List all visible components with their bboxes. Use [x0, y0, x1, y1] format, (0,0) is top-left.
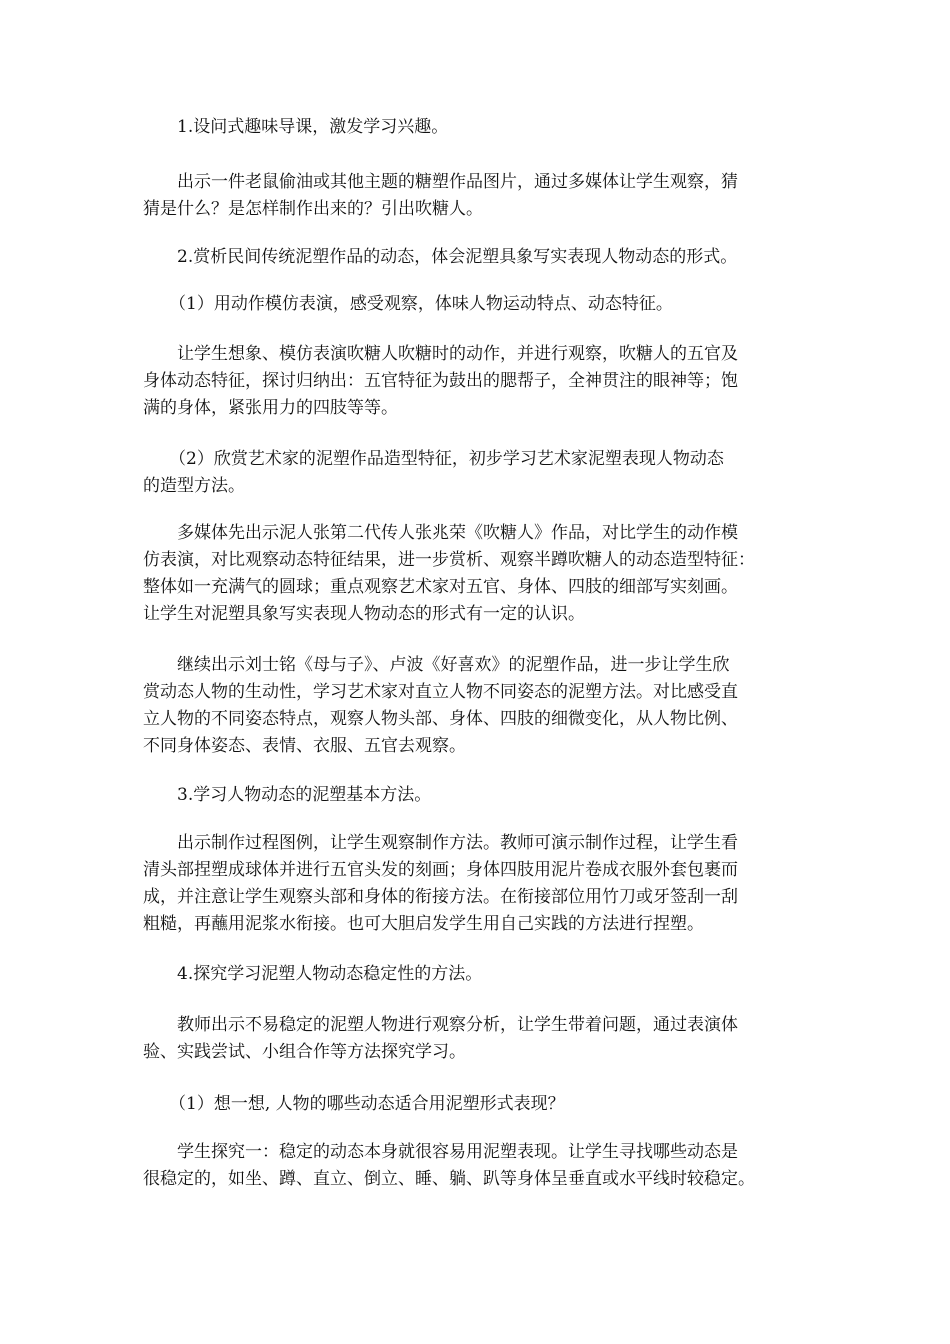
text-line: 不同身体姿态、表情、衣服、五官去观察。 [143, 736, 466, 756]
paragraph-13 [143, 1091, 811, 1118]
text-line: 赏动态人物的生动性，学习艺术家对直立人物不同姿态的泥塑方法。对比感受直 [143, 682, 738, 702]
paragraph-12 [143, 1012, 811, 1066]
text-line: 的造型方法。 [143, 476, 245, 496]
text-line: 让学生想象、模仿表演吹糖人吹糖时的动作，并进行观察，吹糖人的五官及 [177, 344, 738, 364]
text-line: 仿表演，对比观察动态特征结果，进一步赏析、观察半蹲吹糖人的动态造型特征： [143, 550, 755, 570]
paragraph-1 [143, 114, 811, 141]
text-line: 粗糙，再蘸用泥浆水衔接。也可大胆启发学生用自己实践的方法进行捏塑。 [143, 914, 704, 934]
text-line: 成，并注意让学生观察头部和身体的衔接方法。在衔接部位用竹刀或牙签刮一刮 [143, 887, 738, 907]
paragraph-8 [143, 652, 811, 760]
text-line: 学生探究一：稳定的动态本身就很容易用泥塑表现。让学生寻找哪些动态是 [177, 1142, 738, 1162]
paragraph-3 [143, 244, 811, 271]
paragraph-10 [143, 830, 811, 938]
paragraph-7 [143, 520, 811, 628]
text-line: 继续出示刘士铭《母与子》、卢波《好喜欢》的泥塑作品，进一步让学生欣 [177, 655, 730, 675]
paragraph-4 [143, 291, 811, 318]
text-line: 整体如一充满气的圆球；重点观察艺术家对五官、身体、四肢的细部写实刻画。 [143, 577, 738, 597]
text-line: 多媒体先出示泥人张第二代传人张兆荣《吹糖人》作品，对比学生的动作模 [177, 523, 738, 543]
text-line: 2.赏析民间传统泥塑作品的动态，体会泥塑具象写实表现人物动态的形式。 [177, 247, 738, 267]
paragraph-9 [143, 782, 811, 809]
text-line: 清头部捏塑成球体并进行五官头发的刻画；身体四肢用泥片卷成衣服外套包裹而 [143, 860, 738, 880]
paragraph-2 [143, 169, 811, 223]
text-line: 出示制作过程图例，让学生观察制作方法。教师可演示制作过程，让学生看 [177, 833, 738, 853]
text-line: （1）用动作模仿表演，感受观察，体味人物运动特点、动态特征。 [169, 294, 673, 314]
text-line: 1.设问式趣味导课，激发学习兴趣。 [177, 117, 449, 137]
text-line: （1）想一想, 人物的哪些动态适合用泥塑形式表现？ [169, 1094, 565, 1114]
text-line: 4.探究学习泥塑人物动态稳定性的方法。 [177, 964, 483, 984]
paragraph-5 [143, 341, 811, 422]
text-line: （2）欣赏艺术家的泥塑作品造型特征，初步学习艺术家泥塑表现人物动态 [169, 449, 724, 469]
paragraph-6 [143, 446, 811, 500]
text-line: 让学生对泥塑具象写实表现人物动态的形式有一定的认识。 [143, 604, 585, 624]
paragraph-11 [143, 961, 811, 988]
text-line: 教师出示不易稳定的泥塑人物进行观察分析，让学生带着问题，通过表演体 [177, 1015, 738, 1035]
paragraph-14 [143, 1139, 811, 1193]
text-line: 验、实践尝试、小组合作等方法探究学习。 [143, 1042, 466, 1062]
text-line: 身体动态特征，探讨归纳出：五官特征为鼓出的腮帮子，全神贯注的眼神等；饱 [143, 371, 738, 391]
text-line: 立人物的不同姿态特点，观察人物头部、身体、四肢的细微变化，从人物比例、 [143, 709, 738, 729]
text-line: 3.学习人物动态的泥塑基本方法。 [177, 785, 432, 805]
text-line: 满的身体，紧张用力的四肢等等。 [143, 398, 398, 418]
text-line: 出示一件老鼠偷油或其他主题的糖塑作品图片，通过多媒体让学生观察，猜 [177, 172, 738, 192]
text-line: 猜是什么？是怎样制作出来的？引出吹糖人。 [143, 199, 483, 219]
text-line: 很稳定的，如坐、蹲、直立、倒立、睡、躺、趴等身体呈垂直或水平线时较稳定。 [143, 1169, 755, 1189]
